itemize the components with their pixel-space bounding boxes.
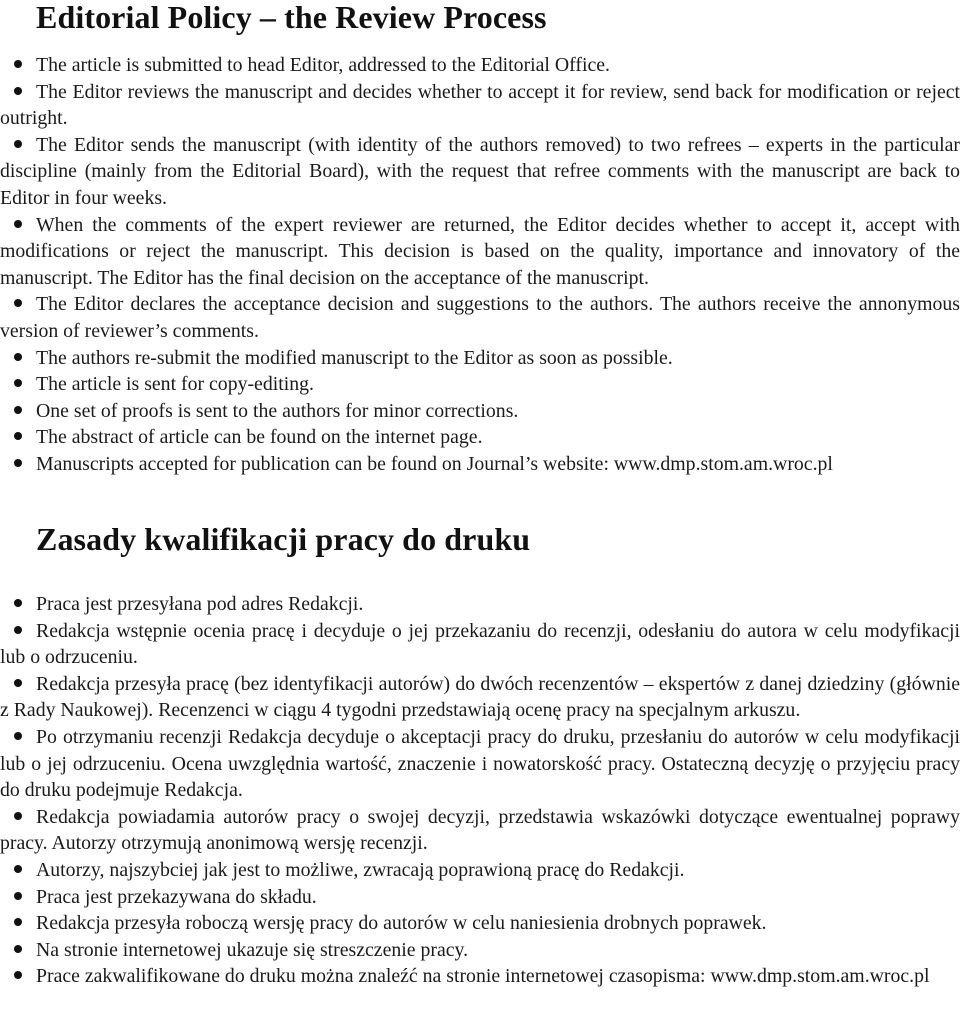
list-item-text: The abstract of article can be found on the internet page. bbox=[36, 426, 483, 449]
list-item bbox=[0, 398, 960, 425]
list-item bbox=[0, 79, 960, 132]
section-title: Editorial Policy – the Review Process bbox=[36, 0, 547, 35]
list-item bbox=[0, 804, 960, 857]
list-item-text: Redakcja wstępnie ocenia pracę i decyduje o jej przekazaniu do recenzji, odesłaniu do autora w celu modyfikacji lub o odrzuceniu. bbox=[0, 619, 960, 669]
list-item-text: The Editor reviews the manuscript and decides whether to accept it for review, send back for modification or reject outright. bbox=[0, 80, 960, 130]
list-item-text: Praca jest przekazywana do składu. bbox=[36, 885, 317, 908]
list-item-text: When the comments of the expert reviewer are returned, the Editor decides whether to accept it, accept with modifications or reject the manuscript. This decision is based on the quality, importance and innovatory of the manuscript. The Editor has the final decision on the acceptance of the manuscript. bbox=[0, 213, 960, 289]
list-item bbox=[0, 132, 960, 212]
list-item bbox=[0, 291, 960, 344]
section-editorial-policy bbox=[0, 0, 960, 478]
list-item-text: Autorzy, najszybciej jak jest to możliwe, zwracają poprawioną pracę do Redakcji. bbox=[36, 858, 685, 881]
bullet-list bbox=[0, 52, 960, 478]
list-item bbox=[0, 52, 960, 79]
list-item-text: Redakcja powiadamia autorów pracy o swojej decyzji, przedstawia wskazówki dotyczące ewentualnej poprawy pracy. Autorzy otrzymują anonimową wersję recenzji. bbox=[0, 805, 960, 855]
list-item bbox=[0, 212, 960, 292]
list-item-text: Redakcja przesyła pracę (bez identyfikacji autorów) do dwóch recenzentów – ekspertów z danej dziedziny (głównie z Rady Naukowej). Recenzenci w ciągu 4 tygodni przedstawiają ocenę pracy na specjalnym arkuszu. bbox=[0, 672, 960, 722]
list-item bbox=[0, 424, 960, 451]
list-item-text: Praca jest przesyłana pod adres Redakcji. bbox=[36, 593, 364, 615]
list-item bbox=[0, 884, 960, 911]
section-zasady-kwalifikacji bbox=[0, 512, 960, 990]
list-item-text: Na stronie internetowej ukazuje się streszczenie pracy. bbox=[36, 938, 469, 961]
list-item bbox=[0, 963, 960, 990]
list-item-text: The article is submitted to head Editor, addressed to the Editorial Office. bbox=[36, 54, 610, 76]
list-item-text: The authors re-submit the modified manuscript to the Editor as soon as possible. bbox=[36, 346, 673, 369]
list-item bbox=[0, 371, 960, 398]
bullet-list bbox=[0, 591, 960, 990]
list-item-text: The Editor sends the manuscript (with identity of the authors removed) to two refrees – experts in the particular discipline (mainly from the Editorial Board), with the request that refree comments with the manuscript are back to Editor in four weeks. bbox=[0, 133, 960, 209]
list-item-text: Manuscripts accepted for publication can be found on Journal’s website: www.dmp.stom.am.wroc.pl bbox=[36, 452, 833, 475]
list-item bbox=[0, 591, 960, 618]
list-item-text: Prace zakwalifikowane do druku można znaleźć na stronie internetowej czasopisma: www.dmp.stom.am.wroc.pl bbox=[36, 965, 930, 988]
list-item bbox=[0, 910, 960, 937]
list-item-text: The article is sent for copy-editing. bbox=[36, 373, 314, 396]
list-item bbox=[0, 937, 960, 964]
list-item-text: Po otrzymaniu recenzji Redakcja decyduje o akceptacji pracy do druku, przesłaniu do autorów w celu modyfikacji lub o jej odrzuceniu. Ocena uwzględnia wartość, znaczenie i nowatorskość pracy. Ostateczną decyzję o przyjęciu pracy do druku podejmuje Redakcja. bbox=[0, 725, 960, 802]
list-item bbox=[0, 451, 960, 478]
list-item bbox=[0, 724, 960, 804]
list-item bbox=[0, 857, 960, 884]
list-item-text: The Editor declares the acceptance decision and suggestions to the authors. The authors receive the annonymous version of reviewer’s comments. bbox=[0, 293, 960, 342]
list-item-text: One set of proofs is sent to the authors for minor corrections. bbox=[36, 399, 519, 422]
list-item-text: Redakcja przesyła roboczą wersję pracy do autorów w celu naniesienia drobnych poprawek. bbox=[36, 912, 767, 935]
list-item bbox=[0, 345, 960, 372]
section-title: Zasady kwalifikacji pracy do druku bbox=[36, 521, 531, 557]
list-item bbox=[0, 671, 960, 724]
list-item bbox=[0, 618, 960, 671]
